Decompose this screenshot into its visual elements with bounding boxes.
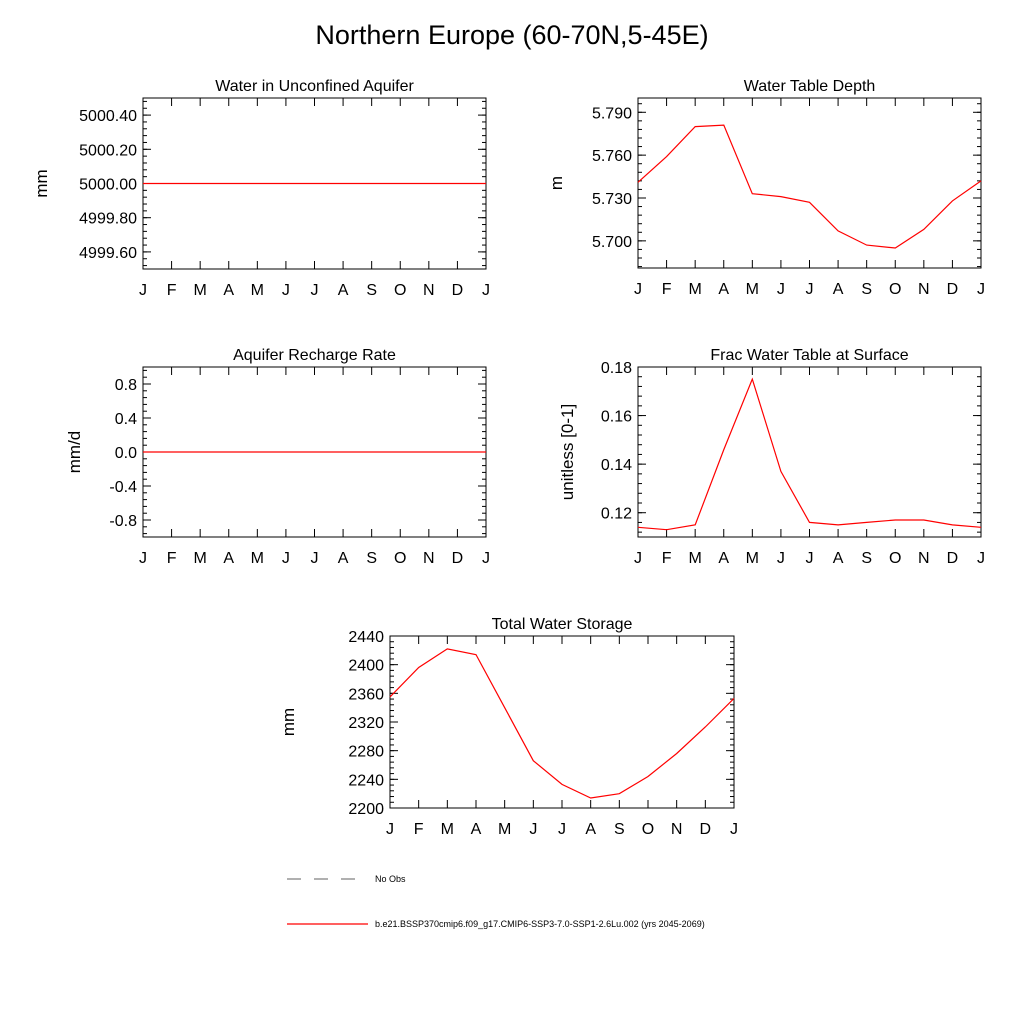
plot-frame xyxy=(390,636,734,808)
x-tick-label: M xyxy=(745,550,759,567)
x-tick-label: S xyxy=(613,821,625,838)
x-tick-label: J xyxy=(139,550,147,567)
legend-model-label: b.e21.BSSP370cmip6.f09_g17.CMIP6-SSP3-7.0-SSP1-2.6Lu.002 (yrs 2045-2069) xyxy=(375,919,705,929)
x-tick-label: J xyxy=(310,282,319,299)
y-axis-label: m xyxy=(547,175,566,191)
x-tick-label: O xyxy=(641,821,655,838)
y-tick-label: 2280 xyxy=(348,743,384,761)
series-line-1 xyxy=(390,649,734,798)
y-tick-label: 5000.20 xyxy=(79,142,137,160)
x-tick-label: J xyxy=(482,282,490,299)
x-tick-label: D xyxy=(451,550,464,567)
x-tick-label: O xyxy=(394,282,407,299)
x-tick-label: J xyxy=(805,281,814,298)
x-tick-label: A xyxy=(718,550,730,567)
x-tick-label: N xyxy=(918,281,930,298)
y-tick-label: 5.790 xyxy=(591,105,632,123)
x-tick-label: N xyxy=(670,821,683,838)
y-tick-label: 2200 xyxy=(348,801,384,818)
x-tick-label: J xyxy=(977,281,985,298)
x-tick-label: A xyxy=(832,550,844,567)
x-tick-label: D xyxy=(451,282,464,299)
y-tick-label: 0.4 xyxy=(114,411,137,428)
panel-title: Water Table Depth xyxy=(743,78,876,95)
y-tick-label: 5000.40 xyxy=(79,108,137,126)
x-tick-label: D xyxy=(946,281,959,298)
x-tick-label: J xyxy=(805,550,814,567)
x-tick-label: N xyxy=(423,282,435,299)
y-axis-label: mm xyxy=(279,707,298,737)
x-tick-label: J xyxy=(139,282,147,299)
x-tick-label: A xyxy=(470,821,482,838)
x-tick-label: M xyxy=(688,550,702,567)
y-tick-label: 5.700 xyxy=(591,233,632,251)
x-tick-label: F xyxy=(661,281,672,298)
x-tick-label: S xyxy=(861,281,873,298)
legend-obs-label: No Obs xyxy=(375,874,406,884)
panel-1 xyxy=(32,78,490,299)
x-tick-label: O xyxy=(889,281,902,298)
x-tick-label: J xyxy=(634,550,642,567)
x-tick-label: F xyxy=(166,282,177,299)
x-tick-label: M xyxy=(250,550,264,567)
panel-title: Frac Water Table at Surface xyxy=(710,347,909,364)
legend xyxy=(287,874,705,929)
x-tick-label: J xyxy=(776,550,785,567)
y-axis-label: mm xyxy=(32,169,51,198)
plot-frame xyxy=(638,367,981,537)
y-tick-label: 4999.80 xyxy=(79,210,137,228)
x-tick-label: F xyxy=(413,821,424,838)
x-tick-label: D xyxy=(946,550,959,567)
y-tick-label: 4999.60 xyxy=(79,244,137,262)
x-tick-label: J xyxy=(558,821,566,838)
x-tick-label: A xyxy=(337,282,349,299)
x-tick-label: A xyxy=(223,282,235,299)
y-tick-label: 2440 xyxy=(348,629,384,646)
x-tick-label: M xyxy=(250,282,264,299)
y-tick-label: -0.4 xyxy=(109,479,137,496)
x-tick-label: S xyxy=(366,282,378,299)
x-tick-label: J xyxy=(310,550,319,567)
x-tick-label: A xyxy=(718,281,730,298)
x-tick-label: M xyxy=(745,281,759,298)
y-tick-label: 2400 xyxy=(348,657,384,675)
x-tick-label: S xyxy=(366,550,378,567)
x-tick-label: M xyxy=(193,550,207,567)
panel-3 xyxy=(65,347,490,567)
panel-2 xyxy=(547,78,985,298)
y-tick-label: 2360 xyxy=(348,686,384,704)
y-tick-label: 0.18 xyxy=(600,360,632,377)
y-tick-label: 2320 xyxy=(348,715,384,732)
x-tick-label: A xyxy=(223,550,235,567)
series-line-1 xyxy=(638,379,981,530)
y-tick-label: 2240 xyxy=(348,772,384,790)
panel-title: Aquifer Recharge Rate xyxy=(233,347,396,364)
x-tick-label: O xyxy=(889,550,902,567)
figure-title: Northern Europe (60-70N,5-45E) xyxy=(315,20,709,50)
y-axis-label: unitless [0-1] xyxy=(558,403,577,501)
x-tick-label: J xyxy=(634,281,642,298)
x-tick-label: J xyxy=(386,821,394,838)
x-tick-label: A xyxy=(585,821,597,838)
y-tick-label: 0.0 xyxy=(114,445,137,462)
plot-frame xyxy=(638,98,981,268)
x-tick-label: N xyxy=(423,550,435,567)
x-tick-label: J xyxy=(281,550,290,567)
x-tick-label: A xyxy=(337,550,349,567)
y-tick-label: 0.12 xyxy=(600,505,632,523)
y-tick-label: 5.730 xyxy=(591,191,632,208)
y-tick-label: 0.14 xyxy=(600,457,632,475)
x-tick-label: J xyxy=(776,281,785,298)
panel-4 xyxy=(558,347,985,567)
panel-title: Total Water Storage xyxy=(491,616,633,633)
series-line-1 xyxy=(638,125,981,248)
x-tick-label: M xyxy=(688,281,702,298)
panel-5 xyxy=(279,616,738,838)
x-tick-label: M xyxy=(193,282,207,299)
x-tick-label: S xyxy=(861,550,873,567)
x-tick-label: O xyxy=(394,550,407,567)
panel-title: Water in Unconfined Aquifer xyxy=(215,78,414,95)
x-tick-label: M xyxy=(440,821,454,838)
x-tick-label: M xyxy=(498,821,512,838)
x-tick-label: J xyxy=(977,550,985,567)
y-axis-label: mm/d xyxy=(65,430,84,474)
y-tick-label: 5000.00 xyxy=(79,176,137,194)
y-tick-label: -0.8 xyxy=(109,513,137,530)
x-tick-label: F xyxy=(661,550,672,567)
x-tick-label: J xyxy=(482,550,490,567)
x-tick-label: N xyxy=(918,550,930,567)
x-tick-label: J xyxy=(281,282,290,299)
y-tick-label: 0.16 xyxy=(600,408,632,426)
x-tick-label: A xyxy=(832,281,844,298)
x-tick-label: D xyxy=(699,821,712,838)
y-tick-label: 5.760 xyxy=(591,148,632,166)
x-tick-label: J xyxy=(529,821,538,838)
x-tick-label: F xyxy=(166,550,177,567)
y-tick-label: 0.8 xyxy=(114,377,137,394)
x-tick-label: J xyxy=(730,821,738,838)
